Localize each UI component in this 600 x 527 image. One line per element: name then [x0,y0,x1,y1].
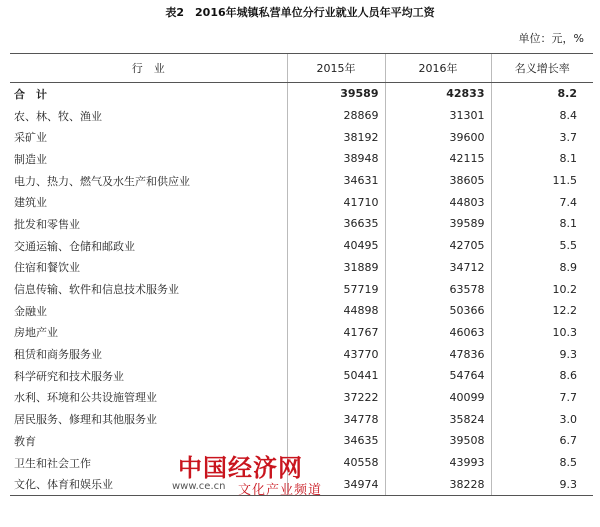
value-2016-cell: 34712 [385,257,491,279]
value-2016-cell: 46063 [385,322,491,344]
value-2015-cell: 34974 [287,473,385,495]
table-row [10,235,593,257]
wage-table [10,53,593,496]
value-2015-cell: 50441 [287,365,385,387]
value-2016-cell: 42705 [385,235,491,257]
table-row [10,148,593,170]
value-2015-cell: 34631 [287,170,385,192]
growth-cell: 8.1 [491,213,593,235]
value-2016-cell: 38228 [385,473,491,495]
value-2016-cell: 44803 [385,191,491,213]
table-row [10,105,593,127]
growth-cell: 10.2 [491,278,593,300]
table-title: 表2 2016年城镇私营单位分行业就业人员年平均工资 [165,6,435,19]
value-2016-cell: 50366 [385,300,491,322]
growth-cell: 8.1 [491,148,593,170]
industry-cell: 批发和零售业 [14,217,80,231]
industry-cell: 金融业 [14,304,47,318]
header-industry: 行 业 [10,54,287,83]
header-2016: 2016年 [385,54,491,83]
growth-cell: 8.4 [491,105,593,127]
value-2015-cell: 41767 [287,322,385,344]
industry-cell: 建筑业 [14,196,47,210]
growth-cell: 7.4 [491,191,593,213]
table-row [10,257,593,279]
value-2016-cell: 63578 [385,278,491,300]
value-2015-cell: 37222 [287,387,385,409]
table-row [10,213,593,235]
value-2016-cell: 38605 [385,170,491,192]
industry-cell: 采矿业 [14,131,47,145]
industry-cell: 租赁和商务服务业 [14,348,102,362]
header-growth: 名义增长率 [491,54,593,83]
value-2015-cell: 28869 [287,105,385,127]
unit-note: 单位：元，% [518,32,584,45]
growth-cell: 12.2 [491,300,593,322]
industry-cell: 电力、热力、燃气及水生产和供应业 [14,174,190,188]
growth-cell: 8.2 [491,83,593,105]
value-2016-cell: 47836 [385,343,491,365]
value-2016-cell: 39600 [385,126,491,148]
growth-cell: 6.7 [491,430,593,452]
industry-cell: 农、林、牧、渔业 [14,109,102,123]
industry-cell: 住宿和餐饮业 [14,261,80,275]
growth-cell: 11.5 [491,170,593,192]
value-2016-cell: 42115 [385,148,491,170]
table-row [10,322,593,344]
watermark-url: www.ce.cn [172,481,226,492]
growth-cell: 7.7 [491,387,593,409]
watermark-logo: 中国经济网 [178,453,303,482]
industry-cell: 合 计 [14,87,47,101]
growth-cell: 10.3 [491,322,593,344]
growth-cell: 9.3 [491,343,593,365]
value-2015-cell: 44898 [287,300,385,322]
value-2016-cell: 39508 [385,430,491,452]
value-2015-cell: 38192 [287,126,385,148]
table-row [10,387,593,409]
industry-cell: 制造业 [14,152,47,166]
table-row [10,343,593,365]
value-2015-cell: 34635 [287,430,385,452]
industry-cell: 交通运输、仓储和邮政业 [14,239,135,253]
value-2016-cell: 39589 [385,213,491,235]
value-2015-cell: 43770 [287,343,385,365]
value-2016-cell: 54764 [385,365,491,387]
total-row [10,83,593,105]
value-2016-cell: 43993 [385,452,491,474]
header-2015: 2015年 [287,54,385,83]
value-2015-cell: 31889 [287,257,385,279]
table-row [10,278,593,300]
value-2016-cell: 35824 [385,408,491,430]
value-2015-cell: 40558 [287,452,385,474]
growth-cell: 5.5 [491,235,593,257]
industry-cell: 文化、体育和娱乐业 [10,473,287,495]
value-2015-cell: 34778 [287,408,385,430]
industry-cell: 教育 [14,434,36,448]
industry-cell: 居民服务、修理和其他服务业 [14,413,157,427]
watermark-channel: 文化产业频道 [238,483,323,498]
table-row [10,365,593,387]
value-2015-cell: 36635 [287,213,385,235]
header-row [10,54,593,83]
industry-cell: 房地产业 [14,326,58,340]
industry-cell: 水利、环境和公共设施管理业 [14,391,157,405]
industry-cell: 卫生和社会工作 [14,456,91,470]
value-2015-cell: 40495 [287,235,385,257]
industry-cell: 信息传输、软件和信息技术服务业 [14,283,179,297]
value-2016-cell: 31301 [385,105,491,127]
industry-cell: 科学研究和技术服务业 [14,369,124,383]
value-2015-cell: 41710 [287,191,385,213]
table-row [10,191,593,213]
table-row [10,170,593,192]
growth-cell: 8.9 [491,257,593,279]
watermark [172,448,392,504]
growth-cell: 3.7 [491,126,593,148]
value-2015-cell: 38948 [287,148,385,170]
value-2016-cell: 40099 [385,387,491,409]
value-2015-cell: 39589 [287,83,385,105]
growth-cell: 9.3 [491,473,593,495]
table-row [10,408,593,430]
table-row [10,126,593,148]
value-2016-cell: 42833 [385,83,491,105]
table-row [10,300,593,322]
growth-cell: 8.5 [491,452,593,474]
growth-cell: 8.6 [491,365,593,387]
growth-cell: 3.0 [491,408,593,430]
value-2015-cell: 57719 [287,278,385,300]
